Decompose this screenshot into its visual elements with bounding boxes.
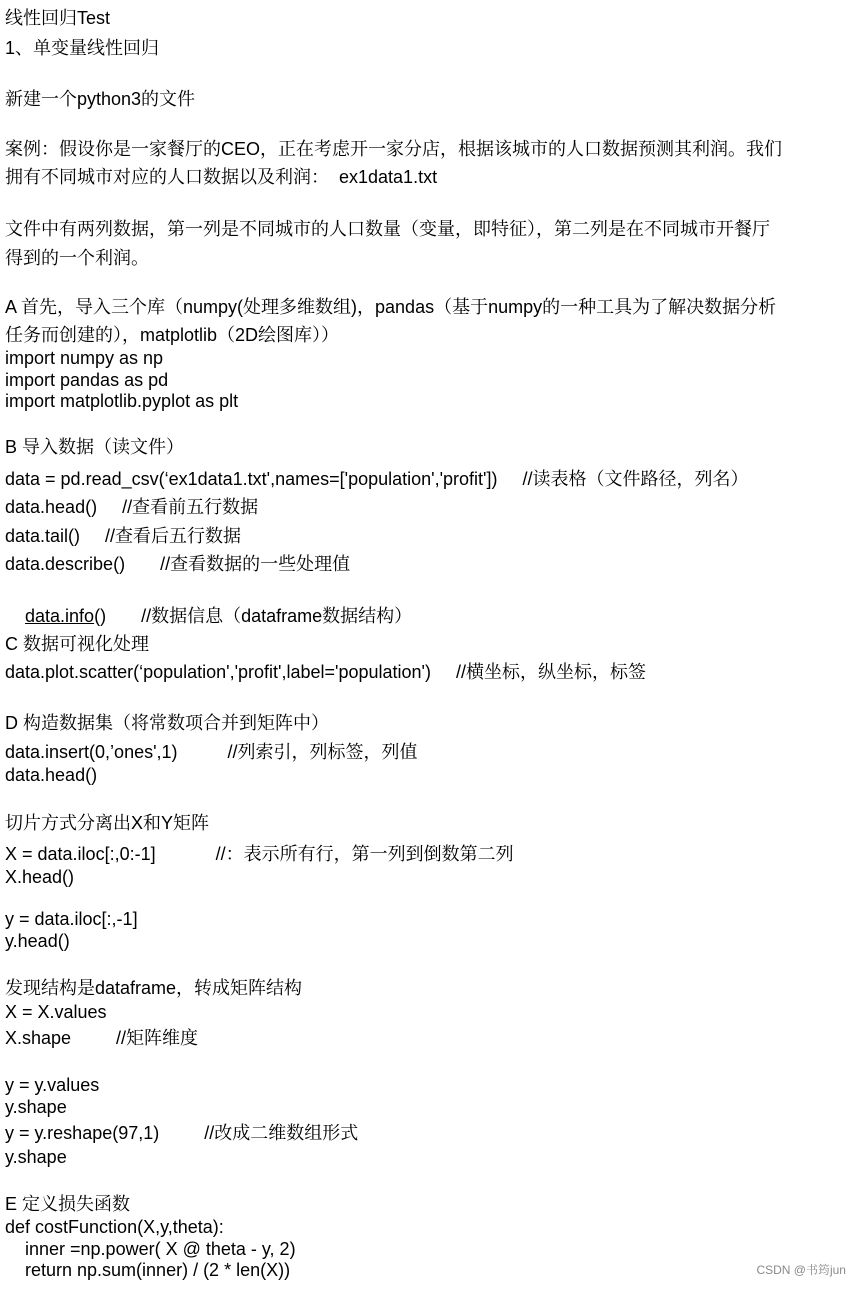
code-line: import numpy as np [5,348,164,368]
code-line: y = y.values [5,1075,100,1095]
paragraph: 拥有不同城市对应的人口数据以及利润： ex1data1.txt [5,167,438,187]
code-line: data.describe() //查看数据的一些处理值 [5,554,351,574]
section-heading: D 构造数据集（将常数项合并到矩阵中） [5,713,329,733]
code-line: data.tail() //查看后五行数据 [5,526,242,546]
code-line: X.shape //矩阵维度 [5,1028,199,1048]
paragraph: 任务而创建的），matplotlib（2D绘图库）） [5,325,340,345]
code-line: y.shape [5,1097,67,1117]
code-line: X = X.values [5,1002,107,1022]
code-line: import pandas as pd [5,370,169,390]
paragraph: 新建一个python3的文件 [5,89,196,109]
code-line: X = data.iloc[:,0:-1] //：表示所有行，第一列到倒数第二列 [5,844,514,864]
section-heading: C 数据可视化处理 [5,634,149,654]
info-link[interactable]: data.info [25,606,95,626]
code-line: return np.sum(inner) / (2 * len(X)) [25,1260,291,1280]
code-line: import matplotlib.pyplot as plt [5,391,239,411]
code-line: data.head() [5,765,98,785]
paragraph: A 首先，导入三个库（numpy(处理多维数组)，pandas（基于numpy的一种工具为了解决数据分析 [5,297,777,317]
code-line: data.head() //查看前五行数据 [5,497,259,517]
code-line: def costFunction(X,y,theta): [5,1217,224,1237]
doc-title: 线性回归Test [5,8,111,28]
paragraph: 案例：假设你是一家餐厅的CEO，正在考虑开一家分店，根据该城市的人口数据预测其利润。我们 [5,139,783,159]
code-line: inner =np.power( X @ theta - y, 2) [25,1239,296,1259]
code-line: data.insert(0,’ones',1) //列索引，列标签，列值 [5,742,418,762]
code-line: data = pd.read_csv(‘ex1data1.txt',names=['population','profit']) //读表格（文件路径，列名） [5,469,749,489]
code-line: y = data.iloc[:,-1] [5,909,138,929]
section-heading: 1、单变量线性回归 [5,38,160,58]
watermark: CSDN @书筠jun [756,1263,846,1277]
code-line: y.head() [5,931,70,951]
section-heading: B 导入数据（读文件） [5,437,185,457]
section-heading: 发现结构是dataframe，转成矩阵结构 [5,978,303,998]
paragraph: 文件中有两列数据，第一列是不同城市的人口数量（变量，即特征），第二列是在不同城市开餐厅 [5,219,770,239]
section-heading: 切片方式分离出X和Y矩阵 [5,813,210,833]
code-line: data.plot.scatter(‘population','profit',label='population') //横坐标，纵坐标，标签 [5,662,646,682]
code-line: y = y.reshape(97,1) //改成二维数组形式 [5,1123,359,1143]
paragraph: 得到的一个利润。 [5,248,149,268]
code-comment: () //数据信息（dataframe数据结构） [94,606,413,626]
code-line: X.head() [5,867,75,887]
section-heading: E 定义损失函数 [5,1194,131,1214]
code-line: y.shape [5,1147,67,1167]
